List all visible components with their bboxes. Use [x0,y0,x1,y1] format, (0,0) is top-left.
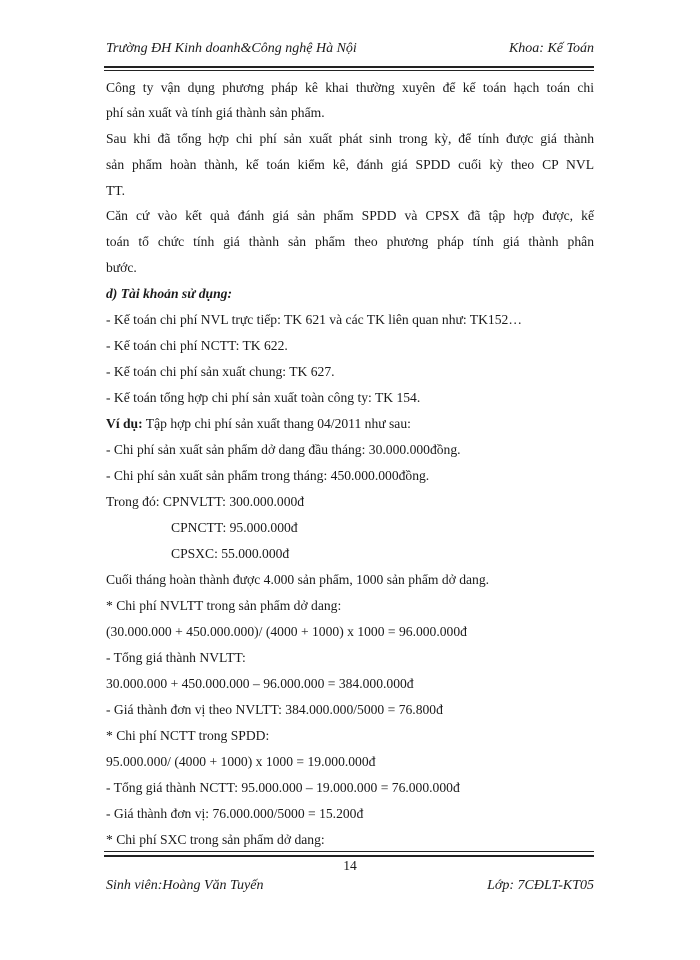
paragraph-line: toán tổ chức tính giá thành sản phẩm theo phương pháp tính giá thành phân [106,234,594,249]
header-university: Trường ĐH Kinh doanh&Công nghệ Hà Nội [106,41,357,56]
account-item: - Kế toán chi phí NCTT: TK 622. [106,338,288,353]
calc-line: 30.000.000 + 450.000.000 – 96.000.000 = 384.000.000đ [106,676,414,691]
paragraph-line: Công ty vận dụng phương pháp kê khai thường xuyên để kế toán hạch toán chi [106,80,594,95]
paragraph-line: Sau khi đã tổng hợp chi phí sản xuất phát sinh trong kỳ, để tính được giá thành [106,131,594,146]
footer-rule-thick [104,855,594,857]
paragraph-line: Căn cứ vào kết quả đánh giá sản phẩm SPDD và CPSX đã tập hợp được, kế [106,208,594,223]
calc-line: - Tổng giá thành NCTT: 95.000.000 – 19.000.000 = 76.000.000đ [106,780,460,795]
calc-line: * Chi phí NVLTT trong sản phẩm dở dang: [106,598,342,613]
page-footer [106,878,594,898]
breakdown-nvltt: Trong đó: CPNVLTT: 300.000.000đ [106,494,305,509]
page-number: 14 [343,858,357,873]
example-line: - Chi phí sản xuất sản phẩm trong tháng: 450.000.000đồng. [106,468,430,483]
paragraph-line: bước. [106,260,137,275]
paragraph-line: phí sản xuất và tính giá thành sản phẩm. [106,105,325,120]
calc-line: 95.000.000/ (4000 + 1000) x 1000 = 19.000.000đ [106,754,376,769]
account-item: - Kế toán chi phí NVL trực tiếp: TK 621 và các TK liên quan như: TK152… [106,312,522,327]
example-intro-text: Tập hợp chi phí sản xuất thang 04/2011 như sau: [142,416,411,431]
header-faculty: Khoa: Kế Toán [508,41,594,56]
paragraph-line: sản phẩm hoàn thành, kế toán kiểm kê, đánh giá SPDD cuối kỳ theo CP NVL [106,157,594,172]
example-label: Ví dụ: [106,416,143,431]
calc-line: - Giá thành đơn vị: 76.000.000/5000 = 15.200đ [106,806,364,821]
footer-rule-thin [104,851,594,852]
section-heading: d) Tài khoản sử dụng: [106,286,232,301]
header-rule-thick [104,66,594,68]
paragraph-line: TT. [106,183,125,198]
calc-line: Cuối tháng hoàn thành được 4.000 sản phẩm, 1000 sản phẩm dở dang. [106,572,490,587]
calc-line: (30.000.000 + 450.000.000)/ (4000 + 1000) x 1000 = 96.000.000đ [106,624,467,639]
calc-line: - Giá thành đơn vị theo NVLTT: 384.000.000/5000 = 76.800đ [106,702,443,717]
footer-student: Sinh viên:Hoàng Văn Tuyến [106,878,264,893]
example-line: - Chi phí sản xuất sản phẩm dở dang đầu tháng: 30.000.000đồng. [106,442,461,457]
calc-line: * Chi phí NCTT trong SPDD: [106,728,270,743]
calc-line: * Chi phí SXC trong sản phẩm dở dang: [106,832,325,847]
calc-line: - Tổng giá thành NVLTT: [106,650,246,665]
example-intro [106,414,411,434]
account-item: - Kế toán tổng hợp chi phí sản xuất toàn công ty: TK 154. [106,390,421,405]
footer-class: Lớp: 7CĐLT-KT05 [487,878,594,893]
account-item: - Kế toán chi phí sản xuất chung: TK 627. [106,364,335,379]
breakdown-sxc: CPSXC: 55.000.000đ [171,546,290,561]
header-rule-thin [104,70,594,71]
breakdown-nctt: CPNCTT: 95.000.000đ [171,520,298,535]
page-header [106,41,594,61]
